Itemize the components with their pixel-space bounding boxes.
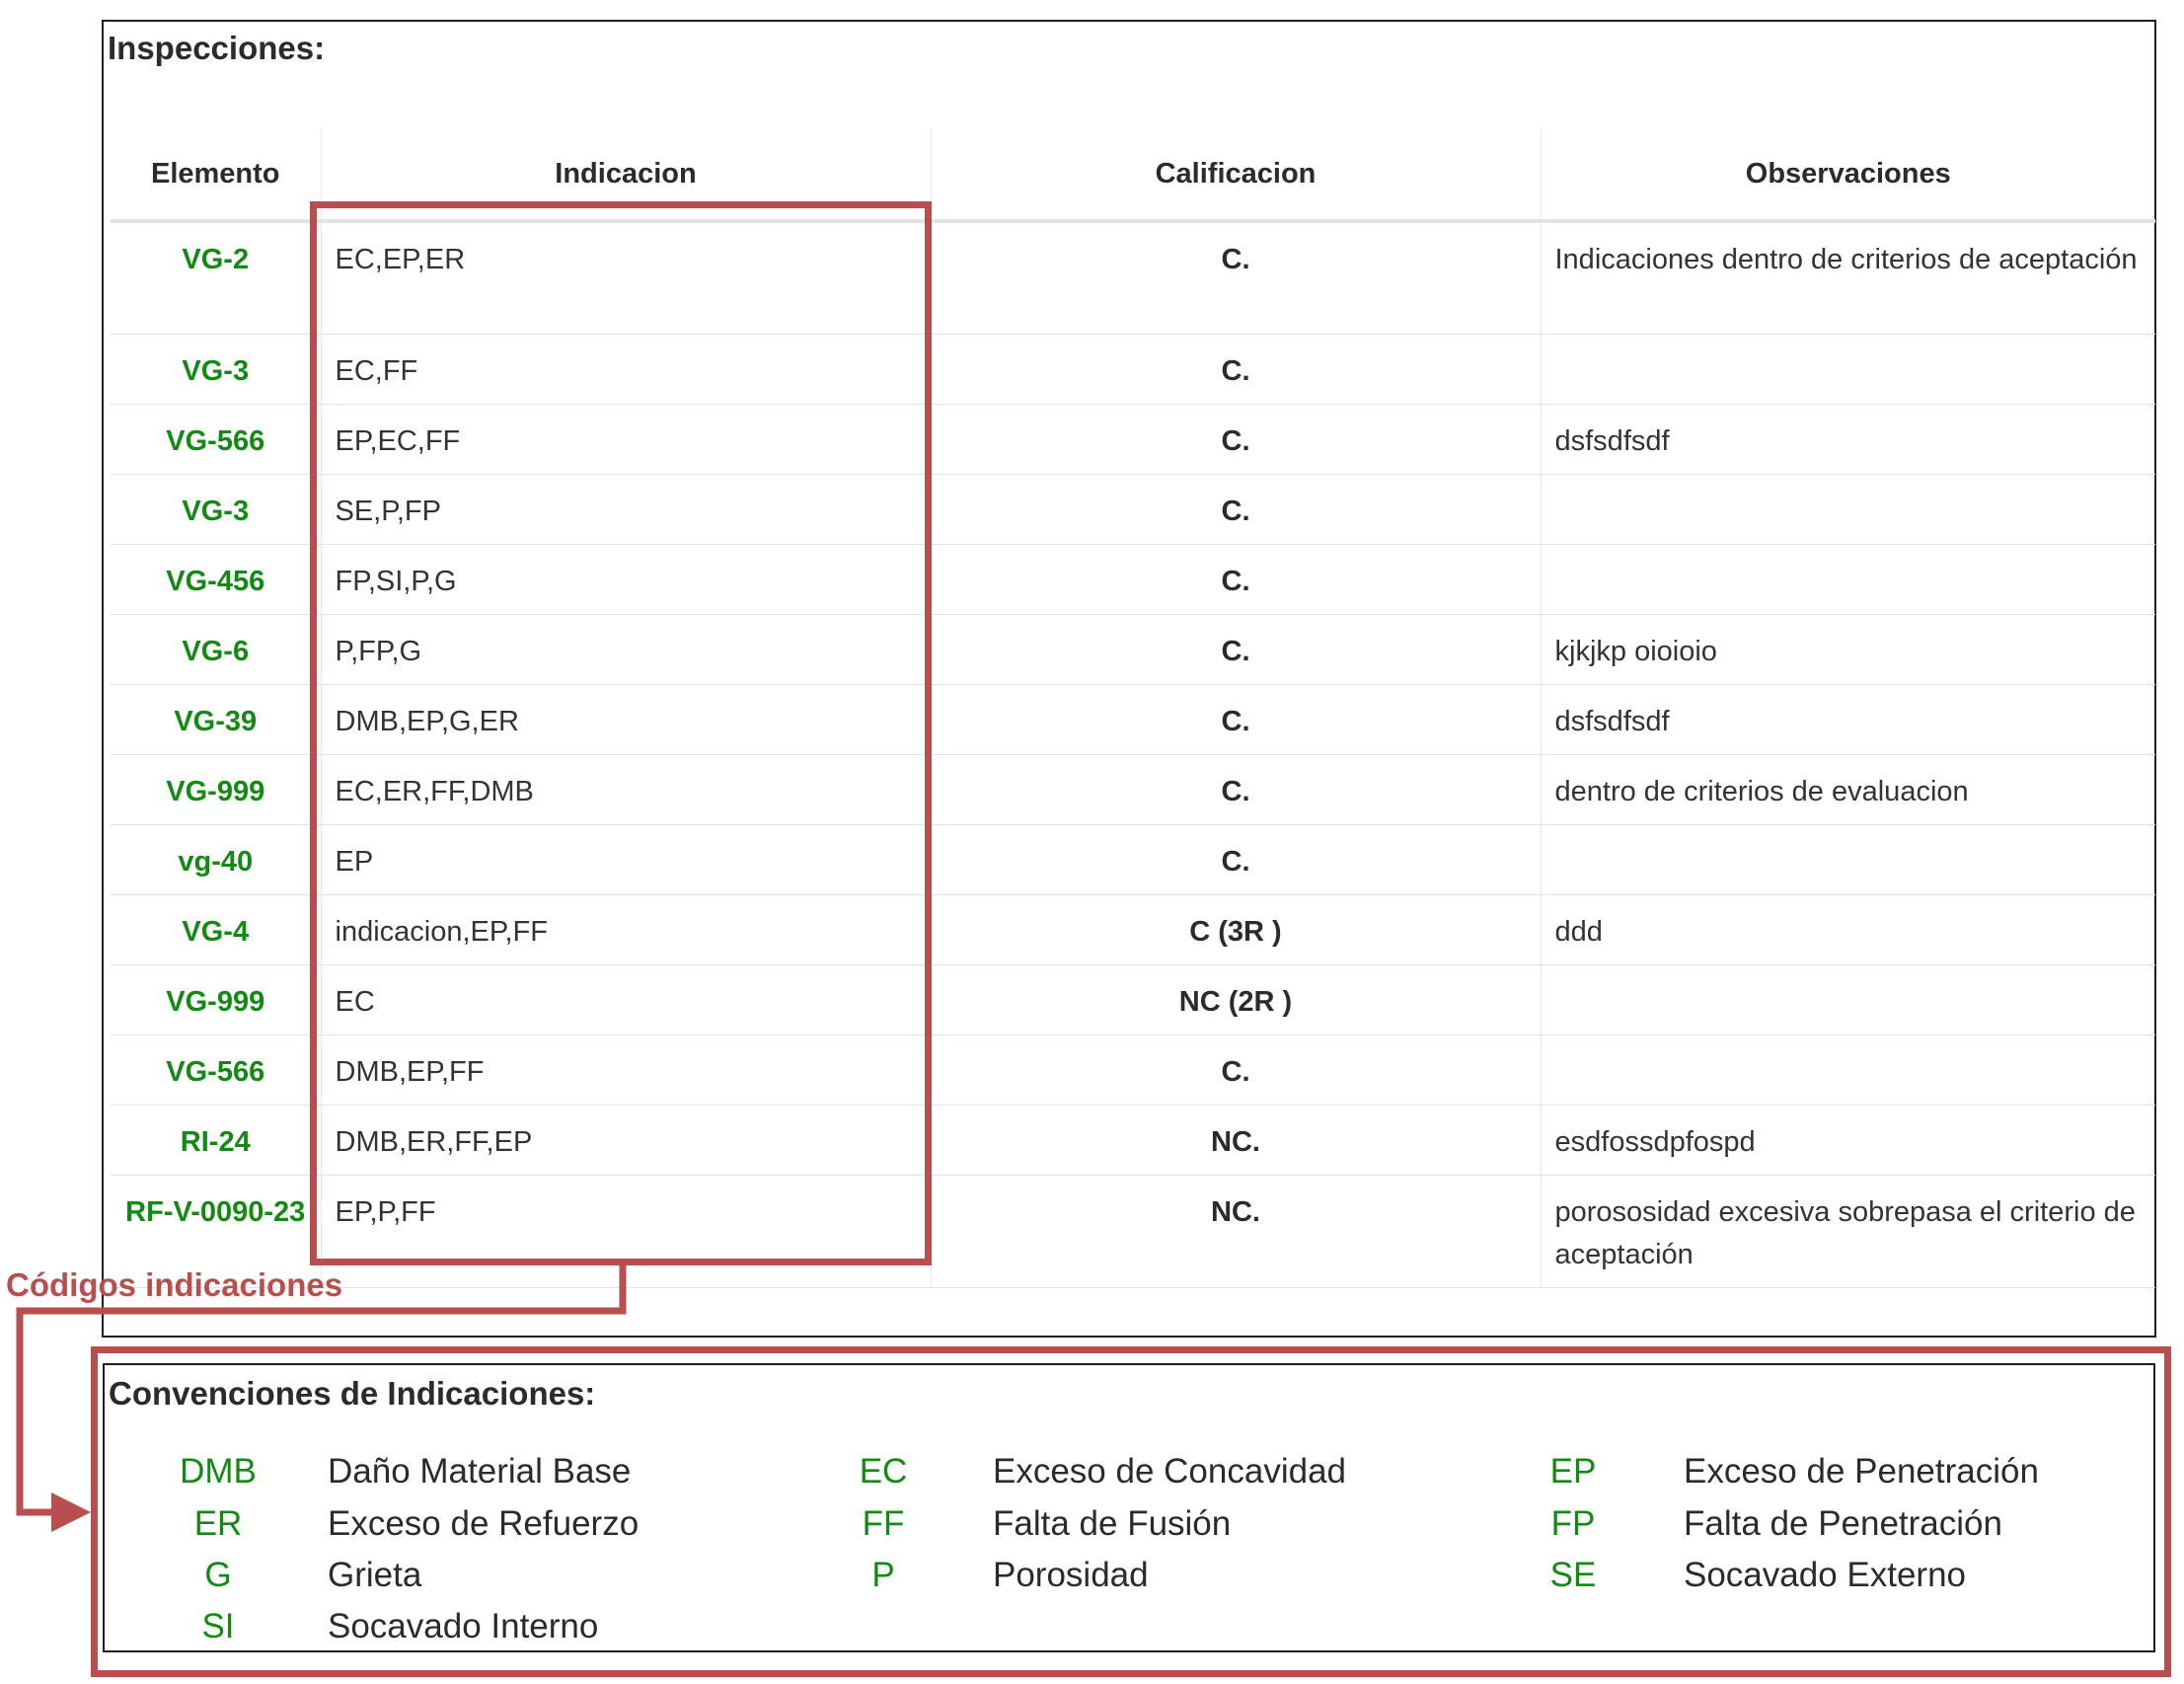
inspecciones-table [111,128,2155,1288]
arrow-head-icon [51,1493,91,1532]
table-row [111,754,2155,824]
elemento-cell: vg-40 [111,824,321,894]
legend-code: G [204,1556,232,1594]
legend-code: P [871,1556,895,1594]
elemento-cell: RI-24 [111,1105,321,1175]
table-row [111,1034,2155,1105]
calificacion-cell: C. [931,1034,1541,1105]
legend-code: FP [1550,1504,1596,1543]
indicacion-cell: SE,P,FP [321,474,931,544]
observaciones-cell: dentro de criterios de evaluacion [1541,754,2155,824]
observaciones-cell: kjkjkp oioioio [1541,614,2155,684]
annotation-label: Códigos indicaciones [6,1266,343,1303]
table-row [111,1105,2155,1175]
calificacion-cell: C. [931,754,1541,824]
elemento-cell: VG-6 [111,614,321,684]
calificacion-cell: C (3R ) [931,894,1541,964]
elemento-cell: VG-566 [111,1034,321,1105]
observaciones-cell: ddd [1541,894,2155,964]
column-header-elemento: Elemento [111,128,321,221]
legend-code: DMB [180,1452,257,1491]
legend-code: SI [201,1607,235,1646]
legend-description: Falta de Penetración [1684,1504,2002,1543]
elemento-cell: RF-V-0090-23 [111,1175,321,1287]
calificacion-cell: NC. [931,1105,1541,1175]
elemento-cell: VG-4 [111,894,321,964]
legend-description: Exceso de Penetración [1684,1452,2039,1491]
indicacion-cell: EC [321,964,931,1034]
observaciones-cell [1541,474,2155,544]
table-row [111,1175,2155,1287]
elemento-cell: VG-3 [111,474,321,544]
legend-code: SE [1549,1556,1597,1594]
calificacion-cell: NC (2R ) [931,964,1541,1034]
observaciones-cell: porososidad excesiva sobrepasa el criterio de aceptación [1541,1175,2155,1287]
elemento-cell: VG-3 [111,334,321,404]
observaciones-cell: Indicaciones dentro de criterios de aceptación [1541,221,2155,334]
legend-description: Falta de Fusión [993,1504,1232,1543]
calificacion-cell: NC. [931,1175,1541,1287]
calificacion-cell: C. [931,334,1541,404]
calificacion-cell: C. [931,404,1541,474]
observaciones-cell: dsfsdfsdf [1541,684,2155,754]
elemento-cell: VG-566 [111,404,321,474]
convenciones-title: Convenciones de Indicaciones: [109,1375,596,1412]
table-row [111,684,2155,754]
legend-description: Porosidad [993,1556,1149,1594]
observaciones-cell [1541,334,2155,404]
indicacion-cell: FP,SI,P,G [321,544,931,614]
elemento-cell: VG-999 [111,754,321,824]
elemento-cell: VG-456 [111,544,321,614]
calificacion-cell: C. [931,474,1541,544]
legend-description: Exceso de Concavidad [993,1452,1346,1491]
table-row [111,894,2155,964]
column-header-observaciones: Observaciones [1541,128,2155,221]
observaciones-cell [1541,544,2155,614]
indicacion-cell: DMB,ER,FF,EP [321,1105,931,1175]
inspecciones-panel [102,20,2156,1338]
legend-code: EC [859,1452,908,1491]
table-row [111,404,2155,474]
table-header-row [111,128,2155,221]
calificacion-cell: C. [931,614,1541,684]
observaciones-cell [1541,964,2155,1034]
table-row [111,334,2155,404]
legend-description: Daño Material Base [328,1452,632,1491]
elemento-cell: VG-2 [111,221,321,334]
indicacion-cell: EC,ER,FF,DMB [321,754,931,824]
inspecciones-title: Inspecciones: [108,30,326,66]
legend-code: FF [862,1504,905,1543]
table-row [111,824,2155,894]
table-row [111,544,2155,614]
observaciones-cell [1541,1034,2155,1105]
table-row [111,614,2155,684]
elemento-cell: VG-999 [111,964,321,1034]
legend-description: Socavado Externo [1684,1556,1967,1594]
convenciones-panel [103,1363,2155,1652]
indicacion-cell: EC,EP,ER [321,221,931,334]
observaciones-cell [1541,824,2155,894]
indicacion-cell: EP,EC,FF [321,404,931,474]
observaciones-cell: dsfsdfsdf [1541,404,2155,474]
indicacion-cell: EC,FF [321,334,931,404]
column-header-indicacion: Indicacion [321,128,931,221]
indicacion-cell: EP [321,824,931,894]
legend-description: Socavado Interno [328,1607,599,1646]
legend-description: Exceso de Refuerzo [328,1504,640,1543]
indicacion-cell: indicacion,EP,FF [321,894,931,964]
calificacion-cell: C. [931,824,1541,894]
indicacion-cell: DMB,EP,G,ER [321,684,931,754]
indicacion-cell: P,FP,G [321,614,931,684]
legend-description: Grieta [328,1556,422,1594]
table-row [111,221,2155,334]
calificacion-cell: C. [931,221,1541,334]
table-row [111,474,2155,544]
column-header-calificacion: Calificacion [931,128,1541,221]
elemento-cell: VG-39 [111,684,321,754]
table-row [111,964,2155,1034]
calificacion-cell: C. [931,544,1541,614]
observaciones-cell: esdfossdpfospd [1541,1105,2155,1175]
indicacion-cell: EP,P,FF [321,1175,931,1287]
legend-code: EP [1549,1452,1597,1491]
indicacion-cell: DMB,EP,FF [321,1034,931,1105]
legend-code: ER [193,1504,243,1543]
calificacion-cell: C. [931,684,1541,754]
